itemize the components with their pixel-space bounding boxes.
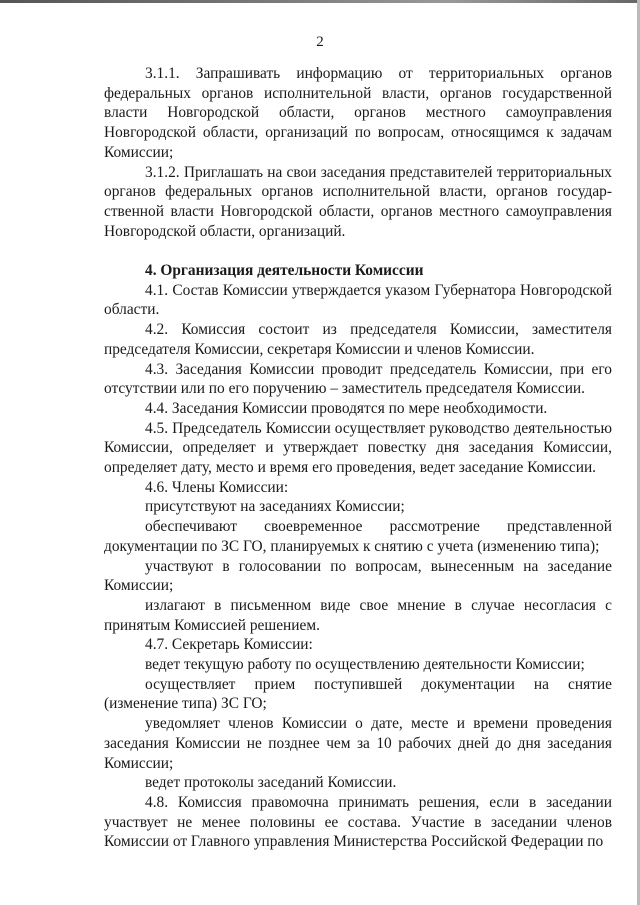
paragraph-4-3: 4.3. Заседания Комиссии проводит председатель Комиссии, при его отсутствии или по его поручению – заместитель председателя Комиссии. (104, 360, 612, 398)
paragraph-4-1: 4.1. Состав Комиссии утверждается указом Губернатора Новгородской области. (104, 281, 612, 319)
paragraph-4-6: 4.6. Члены Комиссии: (145, 478, 289, 496)
paragraph-4-7: 4.7. Секретарь Комиссии: (145, 636, 313, 654)
paragraph-4-2: 4.2. Комиссия состоит из председателя Комиссии, заместителя председателя Комиссии, секретаря Комиссии и членов Комиссии. (104, 321, 612, 358)
paragraph-3-1-1: 3.1.1. Запрашивать информацию от территориальных органов федеральных органов исполнительной власти, органов государственной власти Новгородской области, органов местного самоуправления Новгородской области, организаций по вопросам, относящимся к задачам Комиссии; (104, 65, 612, 161)
scan-edge-top (0, 0, 640, 3)
list-item: участвуют в голосовании по вопросам, вынесенным на заседание Комиссии; (104, 557, 612, 595)
list-item: излагают в письменном виде свое мнение в случае несогласия с принятым Комиссией решением. (104, 596, 612, 634)
list-item: ведет протоколы заседаний Комиссии. (145, 774, 397, 792)
paragraph-4-5: 4.5. Председатель Комиссии осуществляет руководство деятельностью Комиссии, определяет и утверждает повестку дня заседания Комиссии, определяет дату, место и время его проведения, ведет заседание Комиссии. (104, 419, 612, 477)
section-heading: 4. Организация деятельности Комиссии (145, 262, 424, 280)
page-number: 2 (316, 34, 324, 50)
list-item: ведет текущую работу по осуществлению деятельности Комиссии; (145, 656, 585, 674)
list-item: уведомляет членов Комиссии о дате, месте и времени проведения заседания Комиссии не позднее чем за 10 рабочих дней до дня заседания Комиссии; (104, 715, 612, 772)
paragraph-4-8: 4.8. Комиссия правомочна принимать решения, если в заседании участвует не менее половины ее состава. Участие в заседании членов Комиссии от Главного управления Министерства Российской Федерации по (104, 794, 612, 851)
spacer (104, 241, 612, 261)
list-item: обеспечивают своевременное рассмотрение представленной документации по ЗС ГО, планируемых к снятию с учета (изменению типа); (104, 518, 612, 555)
document-body (104, 64, 612, 852)
paragraph-3-1-2: 3.1.2. Приглашать на свои заседания представителей территориальных органов федеральных органов исполнительной власти, органов государственной власти Новгородской области, органов местного самоуправления Новгородской области, организаций. (104, 163, 612, 240)
list-item: осуществляет прием поступившей документации на снятие (изменение типа) ЗС ГО; (104, 675, 612, 713)
paragraph-4-4: 4.4. Заседания Комиссии проводятся по мере необходимости. (145, 399, 548, 417)
list-item: присутствуют на заседаниях Комиссии; (145, 498, 405, 516)
